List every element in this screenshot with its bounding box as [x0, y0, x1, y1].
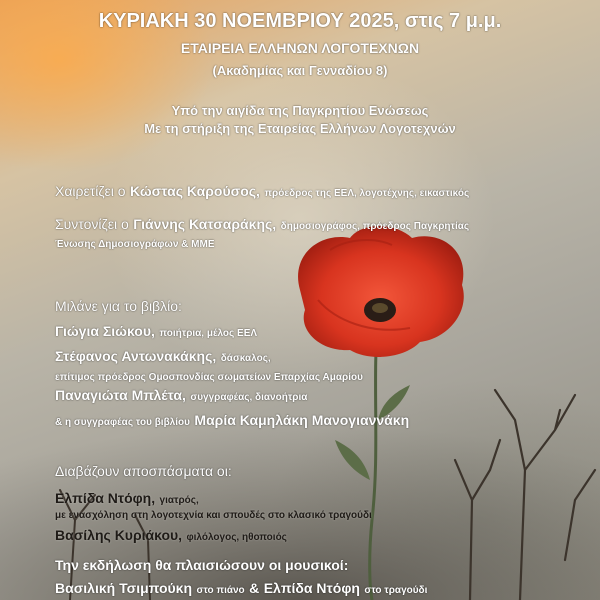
support-line: Με τη στήριξη της Εταιρείας Ελλήνων Λογοτεχνών: [144, 121, 456, 136]
speaker-2-name: Στέφανος Αντωνακάκης,: [55, 348, 217, 364]
musician-1-role: στο πιάνο: [196, 585, 245, 596]
musician-1-name: Βασιλική Τσιμπούκη: [55, 580, 193, 596]
reader-1-role-line2: με ενασχόληση στη λογοτεχνία και σπουδές στο κλασικό τραγούδι: [55, 510, 372, 521]
author-prefix: & η συγγραφέας του βιβλίου: [55, 417, 190, 428]
speaker-3-role: συγγραφέας, διανοήτρια: [190, 392, 308, 403]
moderator-prefix: Συντονίζει ο: [55, 216, 129, 232]
auspices-line: Υπό την αιγίδα της Παγκρητίου Ενώσεως: [171, 103, 429, 118]
greeting-prefix: Χαιρετίζει ο: [55, 183, 126, 199]
reader-1-name: Ελπίδα Ντόφη,: [55, 490, 156, 506]
greeting-line: [55, 183, 469, 201]
speaker-2-role-line2: επίτιμος πρόεδρος Ομοσπονδίας σωματείων Επαρχίας Αμαρίου: [55, 372, 363, 383]
ampersand: &: [249, 580, 260, 596]
reader-2: [55, 527, 287, 545]
speaker-1-role: ποιήτρια, μέλος ΕΕΛ: [159, 328, 258, 339]
reader-1-role: γιατρός,: [159, 495, 199, 506]
reader-2-role: φιλόλογος, ηθοποιός: [186, 532, 287, 543]
venue-address: (Ακαδημίας και Γενναδίου 8): [212, 63, 388, 78]
venue-title: ΕΤΑΙΡΕΙΑ ΕΛΛΗΝΩΝ ΛΟΓΟΤΕΧΝΩΝ: [180, 40, 420, 56]
moderator-role: δημοσιογράφος, πρόεδρος Παγκρητίας: [280, 221, 470, 232]
moderator-line: [55, 216, 469, 234]
greeting-name: Κώστας Καρούσος,: [130, 183, 260, 199]
musicians-line: [55, 580, 427, 598]
event-date-heading: ΚΥΡΙΑΚΗ 30 ΝΟΕΜΒΡΙΟΥ 2025, στις 7 μ.μ.: [98, 10, 502, 32]
speaker-1: [55, 323, 257, 341]
musician-2-role: στο τραγούδι: [364, 585, 428, 596]
reader-2-name: Βασίλης Κυριάκου,: [55, 527, 183, 543]
speakers-heading: Μιλάνε για το βιβλίο:: [55, 298, 182, 314]
musician-2-name: Ελπίδα Ντόφη: [263, 580, 360, 596]
author-line: [55, 412, 409, 430]
speaker-1-name: Γιώγια Σιώκου,: [55, 323, 155, 339]
speaker-2: [55, 348, 271, 366]
speaker-3: [55, 387, 307, 405]
moderator-role-line2: Ένωσης Δημοσιογράφων & ΜΜΕ: [55, 239, 215, 250]
moderator-name: Γιάννης Κατσαράκης,: [133, 216, 277, 232]
greeting-role: πρόεδρος της ΕΕΛ, λογοτέχνης, εικαστικός: [264, 188, 470, 199]
speaker-3-name: Παναγιώτα Μπλέτα,: [55, 387, 186, 403]
speaker-2-role: δάσκαλος,: [220, 353, 271, 364]
readers-heading: Διαβάζουν αποσπάσματα οι:: [55, 463, 232, 479]
reader-1: [55, 490, 199, 508]
music-heading: Την εκδήλωση θα πλαισιώσουν οι μουσικοί:: [55, 557, 349, 573]
author-name: Μαρία Καμηλάκη Μανογιαννάκη: [194, 412, 410, 428]
